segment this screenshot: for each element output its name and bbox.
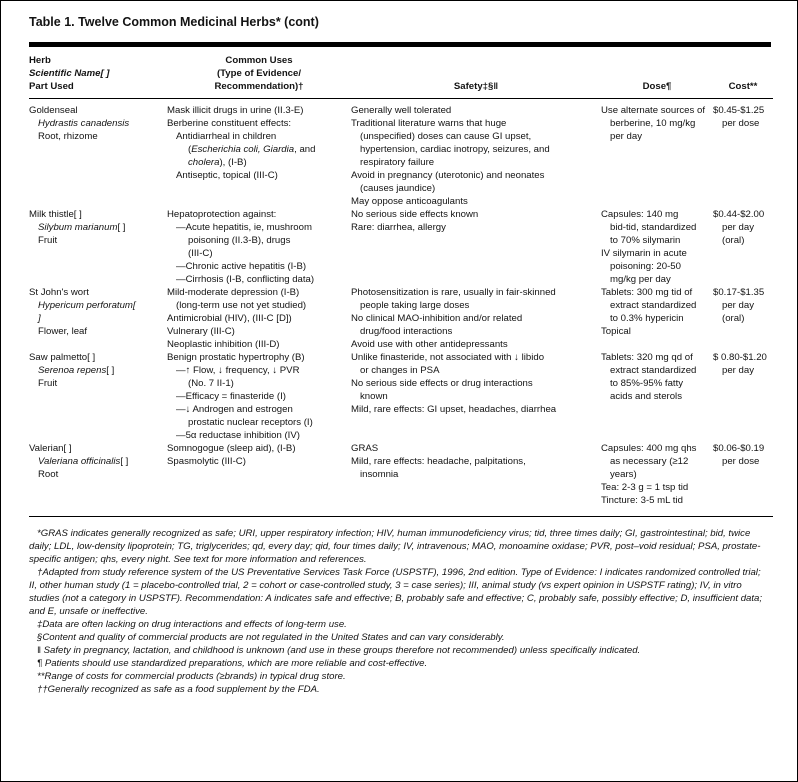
- footnote-double-asterisk: **Range of costs for commercial products (≥brands) in typical drug store.: [37, 671, 346, 682]
- herb-cell: [29, 286, 167, 351]
- cell-text: Mild, rare effects: headache, palpitations,: [351, 456, 526, 467]
- cell-text: acids and sterols: [610, 391, 682, 402]
- cell-text: Antiseptic, topical (III-C): [176, 170, 278, 181]
- cell-text: drug/food interactions: [360, 326, 453, 337]
- cell-line: [167, 390, 351, 403]
- cell-line: [167, 260, 351, 273]
- cell-line: [601, 286, 713, 299]
- cell-line: [713, 234, 773, 247]
- cell-line: [713, 364, 773, 377]
- cell-text: (No. 7 II-1): [188, 378, 234, 389]
- cell-text: $0.44-$2.00: [713, 209, 765, 220]
- dose-cell: [601, 99, 713, 209]
- cell-text: respiratory failure: [360, 157, 435, 168]
- cell-text: per day: [722, 365, 754, 376]
- cell-text: (oral): [722, 235, 745, 246]
- safety-cell: [351, 208, 601, 286]
- cell-line: [351, 325, 601, 338]
- cell-line: [713, 208, 773, 221]
- cell-line: [713, 286, 773, 299]
- cell-line: [601, 455, 713, 468]
- cell-line: [351, 208, 601, 221]
- cell-line: [167, 364, 351, 377]
- cell-text: Saw palmetto[ ]: [29, 352, 96, 363]
- cell-text: berberine, 10 mg/kg: [610, 118, 696, 129]
- cell-text: IV silymarin in acute: [601, 248, 687, 259]
- cell-text: —Efficacy = finasteride (I): [176, 391, 286, 402]
- cell-text: Tea: 2-3 g = 1 tsp tid: [601, 482, 689, 493]
- cell-text: Root: [38, 469, 59, 480]
- footnote-dagger: †Adapted from study reference system of the US Preventative Services Task Force (USPSTF), 1996, 2nd edition. Type of Evidence: I indicates randomized controlled trial; II, other human study (1 = placebo-controlled trial, 2 = cohort or case-controlled study, 3 = case series); III, animal study (vs expert opinion in USPSTF rating); IV, in vitro studies (not a category in USPSTF). Recommendation: A indicates safe and effective; B, probably safe and effective; C, probably safe, possibly effective; D, insufficient data; and E, unsafe or ineffective.: [29, 567, 763, 617]
- cell-text: Flower, leaf: [38, 326, 88, 337]
- cell-line: [167, 221, 351, 234]
- cell-text: (: [188, 144, 192, 155]
- cell-line: [29, 130, 167, 143]
- cell-text: Photosensitization is rare, usually in fair-skinned: [351, 287, 556, 298]
- cell-text: Avoid use with other antidepressants: [351, 339, 508, 350]
- scientific-name-text: Hydrastis canadensis: [38, 118, 130, 129]
- uses-cell: [167, 351, 351, 442]
- cell-line: [167, 104, 351, 117]
- uses-cell: [167, 286, 351, 351]
- cell-text: Neoplastic inhibition (III-D): [167, 339, 280, 350]
- scientific-name-text: Hypericum perforatum[: [38, 300, 136, 311]
- cell-text: St John's wort: [29, 287, 89, 298]
- cell-line: [351, 468, 601, 481]
- cell-text: extract standardized: [610, 365, 697, 376]
- cell-text: $0.17-$1.35: [713, 287, 765, 298]
- cell-line: [713, 312, 773, 325]
- cell-text: Valerian[ ]: [29, 443, 72, 454]
- cell-line: [713, 351, 773, 364]
- cell-line: [351, 195, 601, 208]
- cell-text: Somnogogue (sleep aid), (I-B): [167, 443, 296, 454]
- cell-text: Mild-moderate depression (I-B): [167, 287, 300, 298]
- cell-text: [ ]: [106, 365, 115, 376]
- header-dose: [601, 47, 713, 99]
- cell-line: [601, 208, 713, 221]
- cost-cell: [713, 208, 773, 286]
- cell-line: [713, 442, 773, 455]
- cell-line: [167, 234, 351, 247]
- cost-cell: [713, 442, 773, 517]
- table-row: [29, 99, 773, 209]
- cell-line: [29, 234, 167, 247]
- cell-line: [601, 325, 713, 338]
- cell-text: Fruit: [38, 235, 58, 246]
- cell-line: [167, 403, 351, 416]
- cell-line: [601, 377, 713, 390]
- scientific-name-text: Escherichia coli, Giardia: [191, 144, 295, 155]
- cell-line: [601, 130, 713, 143]
- footnote-section: §Content and quality of commercial products are not regulated in the United States and can vary considerably.: [37, 632, 505, 643]
- cell-text: Mild, rare effects: GI upset, headaches, diarrhea: [351, 404, 557, 415]
- cell-line: [167, 377, 351, 390]
- cell-line: [713, 455, 773, 468]
- cell-text: per day: [722, 222, 754, 233]
- cell-line: [601, 234, 713, 247]
- header-row: [29, 47, 773, 99]
- cell-line: [351, 455, 601, 468]
- cell-line: [29, 299, 167, 312]
- cell-line: [167, 312, 351, 325]
- table-row: [29, 208, 773, 286]
- safety-cell: [351, 99, 601, 209]
- cell-line: [601, 247, 713, 260]
- cell-text: per dose: [722, 456, 760, 467]
- cell-line: [29, 351, 167, 364]
- cost-cell: [713, 99, 773, 209]
- cell-text: extract standardized: [610, 300, 697, 311]
- cell-text: Vulnerary (III-C): [167, 326, 235, 337]
- herb-cell: [29, 442, 167, 517]
- cell-text: Berberine constituent effects:: [167, 118, 292, 129]
- cell-line: [713, 104, 773, 117]
- cell-text: (III-C): [188, 248, 213, 259]
- cell-text: hypertension, cardiac inotropy, seizures, and: [360, 144, 550, 155]
- herb-cell: [29, 99, 167, 209]
- cell-text: Milk thistle[ ]: [29, 209, 82, 220]
- cell-line: [351, 117, 601, 130]
- cell-line: [351, 390, 601, 403]
- cell-line: [601, 468, 713, 481]
- cell-line: [29, 312, 167, 325]
- cell-line: [601, 390, 713, 403]
- cell-text: Use alternate sources of: [601, 105, 705, 116]
- cell-line: [167, 208, 351, 221]
- cell-line: [713, 221, 773, 234]
- cell-text: , and: [294, 144, 316, 155]
- cell-line: [601, 104, 713, 117]
- cell-line: [29, 221, 167, 234]
- cell-text: Root, rhizome: [38, 131, 98, 142]
- cell-line: [601, 364, 713, 377]
- cell-line: [167, 273, 351, 286]
- cell-line: [167, 286, 351, 299]
- cell-line: [29, 455, 167, 468]
- cell-line: [29, 377, 167, 390]
- cell-line: [29, 468, 167, 481]
- cell-line: [601, 117, 713, 130]
- scientific-name-text: Valeriana officinalis: [38, 456, 121, 467]
- cell-line: [29, 104, 167, 117]
- cell-text: to 70% silymarin: [610, 235, 681, 246]
- cell-line: [351, 403, 601, 416]
- table-row: [29, 351, 773, 442]
- cell-line: [167, 325, 351, 338]
- cell-line: [29, 286, 167, 299]
- table-row: [29, 286, 773, 351]
- herb-cell: [29, 351, 167, 442]
- cell-text: Topical: [601, 326, 631, 337]
- herbs-table: [29, 47, 773, 517]
- cell-text: per day: [610, 131, 642, 142]
- header-herb: [29, 47, 167, 99]
- cell-text: —Chronic active hepatitis (I-B): [176, 261, 307, 272]
- cell-line: [601, 351, 713, 364]
- cost-cell: [713, 286, 773, 351]
- cell-text: $0.06-$0.19: [713, 443, 765, 454]
- cell-text: mg/kg per day: [610, 274, 671, 285]
- cell-text: prostatic nuclear receptors (I): [188, 417, 313, 428]
- cell-line: [167, 117, 351, 130]
- cell-text: [ ]: [117, 222, 126, 233]
- cell-text: to 85%-95% fatty: [610, 378, 684, 389]
- cell-line: [601, 442, 713, 455]
- cell-line: [167, 169, 351, 182]
- cell-text: Avoid in pregnancy (uterotonic) and neonates: [351, 170, 545, 181]
- cell-line: [351, 156, 601, 169]
- header-safety: [351, 47, 601, 99]
- footnote-asterisk: *GRAS indicates generally recognized as safe; URI, upper respiratory infection; HIV, human immunodeficiency virus; tid, three times daily; GI, gastrointestinal; bid, twice daily; LDL, low-density lipoprotein; TG, triglycerides; qd, every day; qid, four times daily; IV, intravenous; MAO, monoamine oxidase; PVR, post–void residual; PSA, prostate-specific antigen; qhs, every night. See text for more information and references.: [29, 528, 761, 565]
- cell-line: [351, 182, 601, 195]
- cell-text: No clinical MAO-inhibition and/or related: [351, 313, 523, 324]
- safety-cell: [351, 286, 601, 351]
- cost-cell: [713, 351, 773, 442]
- cell-line: [167, 299, 351, 312]
- cell-line: [351, 299, 601, 312]
- cell-line: [167, 455, 351, 468]
- cell-line: [351, 442, 601, 455]
- header-uses-line1: Common Uses: [225, 55, 293, 66]
- cell-text: $0.45-$1.25: [713, 105, 765, 116]
- cell-line: [167, 416, 351, 429]
- cell-text: ), (I-B): [219, 157, 247, 168]
- footnote-double-dagger2: ††Generally recognized as safe as a food supplement by the FDA.: [37, 684, 320, 695]
- header-common-uses: [167, 47, 351, 99]
- cell-line: [351, 364, 601, 377]
- cell-text: No serious side effects or drug interactions: [351, 378, 533, 389]
- cell-text: bid-tid, standardized: [610, 222, 697, 233]
- cell-text: Unlike finasteride, not associated with ↓ libido: [351, 352, 545, 363]
- header-uses-line3: Recommendation)†: [214, 81, 304, 92]
- cell-text: known: [360, 391, 388, 402]
- cell-text: Rare: diarrhea, allergy: [351, 222, 446, 233]
- header-herb-line1: Herb: [29, 55, 51, 66]
- cell-text: insomnia: [360, 469, 399, 480]
- cell-text: —5α reductase inhibition (IV): [176, 430, 300, 441]
- table-body: [29, 99, 773, 517]
- cell-text: Goldenseal: [29, 105, 78, 116]
- cell-text: Benign prostatic hypertrophy (B): [167, 352, 305, 363]
- header-uses-line2: (Type of Evidence/: [216, 68, 302, 79]
- cell-text: —↑ Flow, ↓ frequency, ↓ PVR: [176, 365, 300, 376]
- cell-text: (unspecified) doses can cause GI upset,: [360, 131, 532, 142]
- cell-text: Hepatoprotection against:: [167, 209, 277, 220]
- dose-cell: [601, 442, 713, 517]
- cell-line: [167, 351, 351, 364]
- cell-line: [351, 169, 601, 182]
- cell-line: [29, 208, 167, 221]
- cell-line: [601, 299, 713, 312]
- cell-line: [601, 481, 713, 494]
- cell-text: Tablets: 320 mg qd of: [601, 352, 693, 363]
- table-title: Table 1. Twelve Common Medicinal Herbs* (cont): [29, 15, 319, 29]
- cell-text: Spasmolytic (III-C): [167, 456, 246, 467]
- cell-line: [167, 442, 351, 455]
- cell-text: people taking large doses: [360, 300, 470, 311]
- footnotes-section: [29, 527, 771, 702]
- uses-cell: [167, 208, 351, 286]
- cell-text: (oral): [722, 313, 745, 324]
- cell-line: [29, 364, 167, 377]
- cell-text: —Acute hepatitis, ie, mushroom: [176, 222, 312, 233]
- cell-line: [167, 143, 351, 156]
- scientific-name-text: Silybum marianum: [38, 222, 118, 233]
- cell-line: [167, 130, 351, 143]
- scientific-name-text: cholera: [188, 157, 220, 168]
- cell-line: [601, 312, 713, 325]
- dose-cell: [601, 208, 713, 286]
- header-cost: [713, 47, 773, 99]
- cell-text: Tablets: 300 mg tid of: [601, 287, 693, 298]
- table-row: [29, 442, 773, 517]
- cell-line: [351, 338, 601, 351]
- cell-text: Capsules: 140 mg: [601, 209, 679, 220]
- cell-line: [351, 351, 601, 364]
- cell-text: years): [610, 469, 637, 480]
- cell-text: (causes jaundice): [360, 183, 436, 194]
- dose-cell: [601, 351, 713, 442]
- cell-line: [167, 429, 351, 442]
- footnote-parallel: ‖ Safety in pregnancy, lactation, and childhood is unknown (and use in these groups therefore not recommended) unless specifically indicated.: [37, 645, 641, 656]
- cell-line: [167, 247, 351, 260]
- herb-cell: [29, 208, 167, 286]
- footnote-pilcrow: ¶ Patients should use standardized preparations, which are more reliable and cost-effective.: [37, 658, 428, 669]
- cell-text: Tincture: 3-5 mL tid: [601, 495, 683, 506]
- cell-line: [601, 221, 713, 234]
- safety-cell: [351, 442, 601, 517]
- uses-cell: [167, 442, 351, 517]
- cell-text: GRAS: [351, 443, 379, 454]
- cell-line: [351, 104, 601, 117]
- cell-text: per dose: [722, 118, 760, 129]
- header-dose-label: Dose¶: [642, 81, 672, 92]
- cell-line: [351, 377, 601, 390]
- cell-line: [351, 143, 601, 156]
- cell-line: [351, 312, 601, 325]
- cell-text: or changes in PSA: [360, 365, 440, 376]
- cell-line: [351, 286, 601, 299]
- cell-line: [351, 221, 601, 234]
- cell-text: as necessary (≥12: [610, 456, 689, 467]
- header-herb-line3: Part Used: [29, 81, 74, 92]
- cell-text: Fruit: [38, 378, 58, 389]
- safety-cell: [351, 351, 601, 442]
- cell-line: [601, 260, 713, 273]
- scientific-name-text: ]: [38, 313, 41, 324]
- header-cost-label: Cost**: [728, 81, 758, 92]
- uses-cell: [167, 99, 351, 209]
- cell-text: Generally well tolerated: [351, 105, 452, 116]
- cell-text: per day: [722, 300, 754, 311]
- cell-line: [351, 130, 601, 143]
- cell-text: May oppose anticoagulants: [351, 196, 468, 207]
- cell-text: —↓ Androgen and estrogen: [176, 404, 293, 415]
- cell-line: [713, 117, 773, 130]
- cell-text: No serious side effects known: [351, 209, 479, 220]
- cell-line: [29, 325, 167, 338]
- scientific-name-text: Serenoa repens: [38, 365, 107, 376]
- footnote-double-dagger: ‡Data are often lacking on drug interactions and effects of long-term use.: [37, 619, 347, 630]
- cell-line: [29, 442, 167, 455]
- cell-text: Antidiarrheal in children: [176, 131, 277, 142]
- cell-line: [167, 338, 351, 351]
- cell-text: to 0.3% hypericin: [610, 313, 684, 324]
- cell-line: [29, 117, 167, 130]
- header-herb-line2: Scientific Name[ ]: [29, 68, 110, 79]
- cell-text: poisoning (II.3-B), drugs: [188, 235, 291, 246]
- header-safety-label: Safety‡§‖: [453, 81, 499, 92]
- cell-text: $ 0.80-$1.20: [713, 352, 767, 363]
- cell-line: [713, 299, 773, 312]
- cell-text: Capsules: 400 mg qhs: [601, 443, 697, 454]
- cell-text: Traditional literature warns that huge: [351, 118, 507, 129]
- cell-line: [167, 156, 351, 169]
- cell-text: —Cirrhosis (I-B, conflicting data): [176, 274, 315, 285]
- cell-text: (long-term use not yet studied): [176, 300, 307, 311]
- cell-text: [ ]: [120, 456, 129, 467]
- cell-text: poisoning: 20-50: [610, 261, 681, 272]
- dose-cell: [601, 286, 713, 351]
- cell-text: Antimicrobial (HIV), (III-C [D]): [167, 313, 292, 324]
- cell-line: [601, 273, 713, 286]
- cell-line: [601, 494, 713, 507]
- cell-text: Mask illicit drugs in urine (II.3-E): [167, 105, 304, 116]
